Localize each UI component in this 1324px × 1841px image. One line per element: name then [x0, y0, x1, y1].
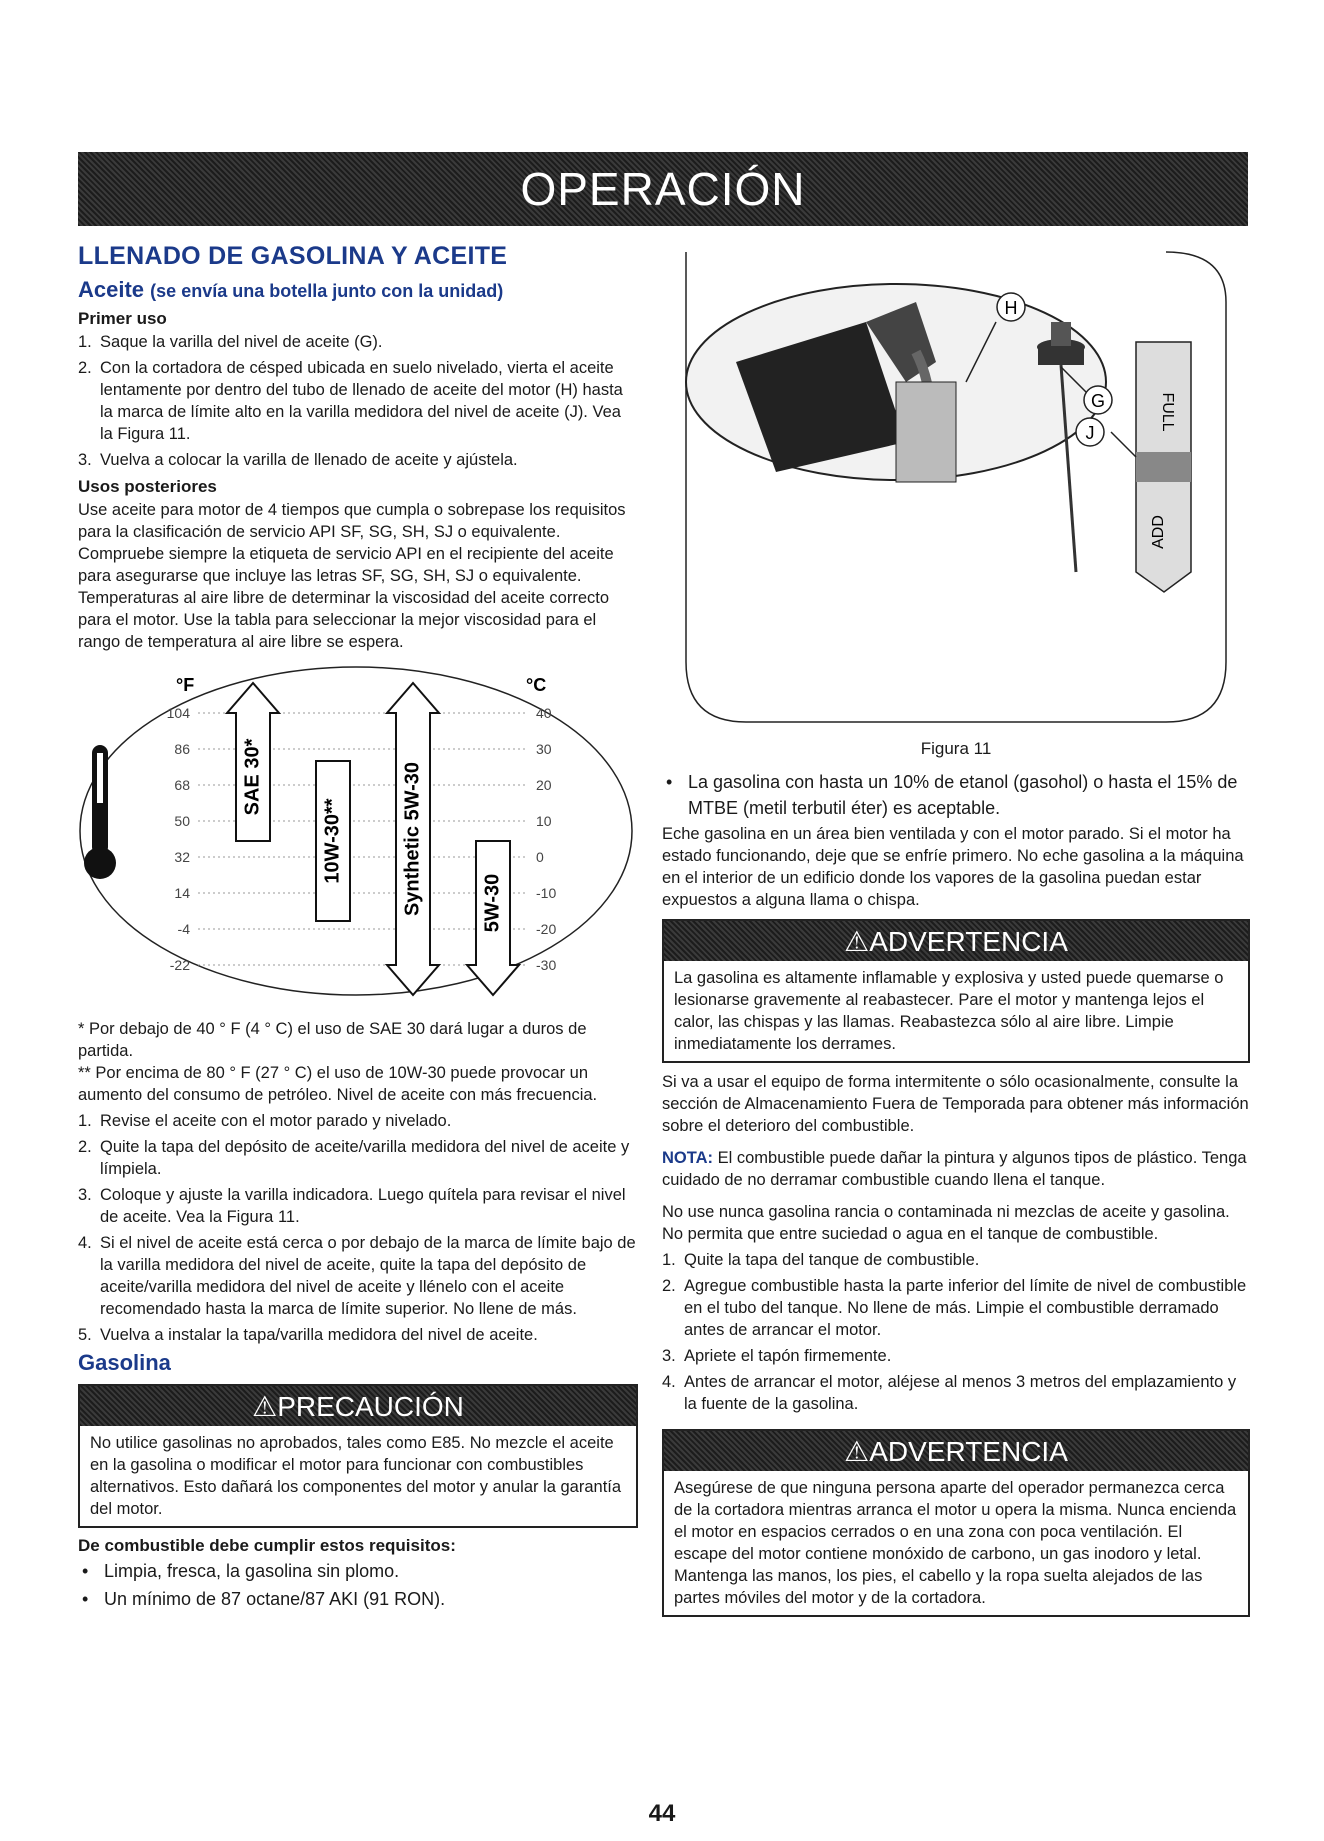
fueling-steps: [662, 1249, 1250, 1415]
item-number: 2.: [78, 1138, 92, 1156]
item-number: 4.: [662, 1373, 676, 1391]
figure-caption: Figura 11: [920, 739, 992, 758]
left-column: [78, 242, 638, 1614]
c-tick-label: -20: [536, 921, 557, 937]
item-number: 1.: [78, 333, 92, 351]
viscosity-ranges: [227, 683, 519, 995]
fill-tube-icon: [896, 382, 956, 482]
viscosity-range-label: SAE 30*: [241, 738, 264, 816]
list-item: [78, 449, 638, 471]
c-ticks: [536, 705, 556, 973]
item-text: Limpia, fresca, la gasolina sin plomo.: [104, 1561, 400, 1581]
fuel-requirements-list: [78, 1558, 638, 1612]
c-tick-label: -30: [536, 957, 557, 973]
item-number: 3.: [78, 1186, 92, 1204]
warning-2-text: Asegúrese de que ninguna persona aparte del operador permanezca cerca de la cortadora mientras arranca el motor u opera la misma. Nunca encienda el motor en espacios cerrados o en una zona con poca ventilación. El escape del motor contiene monóxido de carbono, un gas inodoro y letal. Mantenga las manos, los pies, el cabello y la ropa suelta alejados de las partes móviles del motor y de la cortadora.: [674, 1479, 1237, 1607]
caution-title: ⚠PRECAUCIÓN: [80, 1386, 636, 1426]
c-tick-label: 40: [536, 705, 552, 721]
item-number: 5.: [78, 1326, 92, 1344]
item-text: Vuelva a colocar la varilla de llenado de aceite y ajústela.: [100, 451, 518, 469]
note-label: NOTA:: [662, 1149, 714, 1167]
note-text: El combustible puede dañar la pintura y algunos tipos de plástico. Tenga cuidado de no derramar combustible cuando llena el tanque.: [662, 1149, 1247, 1189]
oil-heading-note: (se envía una botella junto con la unidad): [150, 281, 504, 301]
first-use-steps: [78, 331, 638, 471]
oil-viscosity-chart: [78, 663, 638, 1003]
list-item: [662, 1371, 1250, 1415]
right-column: [662, 242, 1250, 1625]
item-number: 3.: [78, 451, 92, 469]
later-use-p2: Compruebe siempre la etiqueta de servicio API en el recipiente del aceite para asegurarse que incluye las letras SF, SG, SH, SJ o equivalente.: [78, 545, 614, 585]
list-item: [662, 769, 1250, 821]
f-tick-label: -22: [169, 957, 190, 973]
list-item: [78, 1184, 638, 1228]
list-item: [78, 1110, 638, 1132]
item-text: Vuelva a instalar la tapa/varilla medidora del nivel de aceite.: [100, 1326, 538, 1344]
c-tick-label: 0: [536, 849, 544, 865]
later-use-heading: Usos posteriores: [78, 477, 217, 496]
f-tick-label: 50: [174, 813, 190, 829]
storage-paragraph: Si va a usar el equipo de forma intermitente o sólo ocasionalmente, consulte la sección de Almacenamiento Fuera de Temporada para obtener más información sobre el deterioro del combustible.: [662, 1073, 1249, 1135]
item-text: Si el nivel de aceite está cerca o por debajo de la marca de límite bajo de la varilla medidora del nivel de aceite, quite la tapa del depósito de aceite/varilla medidora del nivel de aceite y llénelo con el aceite recomendado hasta la marca de límite superior. No llene de más.: [100, 1234, 636, 1318]
f-tick-label: 68: [174, 777, 190, 793]
item-number: 1.: [662, 1251, 676, 1269]
list-item: [78, 1558, 638, 1584]
footnote-1: * Por debajo de 40 ° F (4 ° C) el uso de SAE 30 dará lugar a duros de partida.: [78, 1020, 587, 1060]
unit-c-label: °C: [526, 675, 547, 695]
list-item: [78, 1586, 638, 1612]
thermometer-icon: [84, 745, 116, 879]
list-item: [78, 331, 638, 353]
unit-f-label: °F: [176, 675, 195, 695]
caution-text: No utilice gasolinas no aprobados, tales como E85. No mezcle el aceite en la gasolina o modificar el motor para funcionar con combustibles alternativos. Esto dañará los componentes del motor y anular la garantía del motor.: [90, 1434, 622, 1518]
dipstick-add-label: ADD: [1150, 515, 1167, 549]
viscosity-range-label: 5W-30: [481, 873, 504, 933]
note-paragraph: [662, 1147, 1250, 1191]
viscosity-range-label: Synthetic 5W-30: [401, 761, 424, 917]
ethanol-bullet: [662, 769, 1250, 821]
list-item: [78, 1136, 638, 1180]
warning-box-1: [662, 919, 1250, 1063]
fuel-paragraph: Eche gasolina en un área bien ventilada y con el motor parado. Si el motor ha estado funcionando, deje que se enfríe primero. No eche gasolina a la máquina en el interior de un edificio donde los vapores de la gasolina puedan estar expuestos a alguna llama o chispa.: [662, 825, 1244, 909]
item-text: Con la cortadora de césped ubicada en suelo nivelado, vierta el aceite lentamente por dentro del tubo de llenado de aceite del motor (H) hasta la marca de límite alto en la varilla medidora del nivel de aceite (J). Vea la Figura 11.: [100, 359, 623, 443]
label-g: G: [1090, 391, 1106, 411]
warning-box-2: [662, 1429, 1250, 1617]
item-text: Apriete el tapón firmemente.: [684, 1347, 892, 1365]
page-number: 44: [648, 1800, 676, 1827]
oil-heading-text: Aceite: [78, 277, 145, 302]
item-number: 2.: [662, 1277, 676, 1295]
item-text: Revise el aceite con el motor parado y nivelado.: [100, 1112, 452, 1130]
bullet: •: [666, 772, 673, 792]
bullet: •: [82, 1589, 89, 1609]
c-tick-label: -10: [536, 885, 557, 901]
f-tick-label: 104: [166, 705, 190, 721]
list-item: [662, 1345, 1250, 1367]
item-text: La gasolina con hasta un 10% de etanol (gasohol) o hasta el 15% de MTBE (metil terbutil éter) es aceptable.: [688, 772, 1238, 818]
f-tick-label: 14: [174, 885, 190, 901]
item-text: Agregue combustible hasta la parte inferior del límite de nivel de combustible en el tubo del tanque. No llene de más. Limpie el combustible derramado antes de arrancar el motor.: [684, 1277, 1247, 1339]
warning-1-title: ⚠ADVERTENCIA: [664, 921, 1248, 961]
list-item: [78, 1232, 638, 1320]
label-h: H: [1004, 298, 1018, 318]
warning-2-title: ⚠ADVERTENCIA: [664, 1431, 1248, 1471]
c-tick-label: 20: [536, 777, 552, 793]
footnote-2: ** Por encima de 80 ° F (27 ° C) el uso de 10W-30 puede provocar un aumento del consumo de petróleo. Nivel de aceite con más frecuencia.: [78, 1064, 598, 1104]
item-text: Antes de arrancar el motor, aléjese al menos 3 metros del emplazamiento y la fuente de la gasolina.: [684, 1373, 1237, 1413]
item-number: 2.: [78, 359, 92, 377]
later-use-p3: Temperaturas al aire libre de determinar la viscosidad del aceite correcto para el motor. Use la tabla para seleccionar la mejor viscosidad para el rango de temperatura al aire libre se espera.: [78, 589, 610, 651]
bullet: •: [82, 1561, 89, 1581]
item-text: Saque la varilla del nivel de aceite (G).: [100, 333, 383, 351]
check-oil-steps: [78, 1110, 638, 1346]
section-title: LLENADO DE GASOLINA Y ACEITE: [78, 242, 508, 270]
item-text: Coloque y ajuste la varilla indicadora. Luego quítela para revisar el nivel de aceite. Vea la Figura 11.: [100, 1186, 626, 1226]
f-ticks: [167, 705, 191, 973]
f-tick-label: 86: [174, 741, 190, 757]
fuel-requirements-heading: De combustible debe cumplir estos requisitos:: [78, 1536, 456, 1555]
viscosity-range-label: 10W-30**: [321, 798, 344, 884]
item-text: Quite la tapa del depósito de aceite/varilla medidora del nivel de aceite y límpiela.: [100, 1138, 630, 1178]
c-tick-label: 30: [536, 741, 552, 757]
figure-11-illustration: [666, 242, 1236, 732]
item-text: Un mínimo de 87 octane/87 AKI (91 RON).: [104, 1589, 446, 1609]
list-item: [78, 1324, 638, 1346]
warning-1-text: La gasolina es altamente inflamable y explosiva y usted puede quemarse o lesionarse gravemente al reabastecer. Pare el motor y mantenga lejos el calor, las chispas y las llamas. Reabastezca sólo al aire libre. Limpie inmediatamente los derrames.: [674, 969, 1224, 1053]
list-item: [662, 1249, 1250, 1271]
item-number: 1.: [78, 1112, 92, 1130]
section-banner: [78, 152, 1248, 226]
first-use-heading: Primer uso: [78, 309, 167, 328]
item-number: 3.: [662, 1347, 676, 1365]
c-tick-label: 10: [536, 813, 552, 829]
banner-title: OPERACIÓN: [520, 163, 806, 215]
gasoline-heading: Gasolina: [78, 1350, 171, 1375]
label-j: J: [1085, 423, 1095, 443]
caution-box: [78, 1384, 638, 1528]
item-number: 4.: [78, 1234, 92, 1252]
contamination-paragraph: No use nunca gasolina rancia o contaminada ni mezclas de aceite y gasolina. No permita que entre suciedad o agua en el tanque de combustible.: [662, 1203, 1230, 1243]
later-use-p1: Use aceite para motor de 4 tiempos que cumpla o sobrepase los requisitos para la clasificación de servicio API SF, SG, SH, SJ o equivalente.: [78, 501, 626, 541]
list-item: [78, 357, 638, 445]
oil-heading: [78, 277, 638, 303]
dipstick-full-label: FULL: [1159, 392, 1176, 432]
item-text: Quite la tapa del tanque de combustible.: [684, 1251, 980, 1269]
f-tick-label: 32: [174, 849, 190, 865]
dipstick-blade-icon: [1136, 342, 1191, 592]
list-item: [662, 1275, 1250, 1341]
f-tick-label: -4: [177, 921, 190, 937]
